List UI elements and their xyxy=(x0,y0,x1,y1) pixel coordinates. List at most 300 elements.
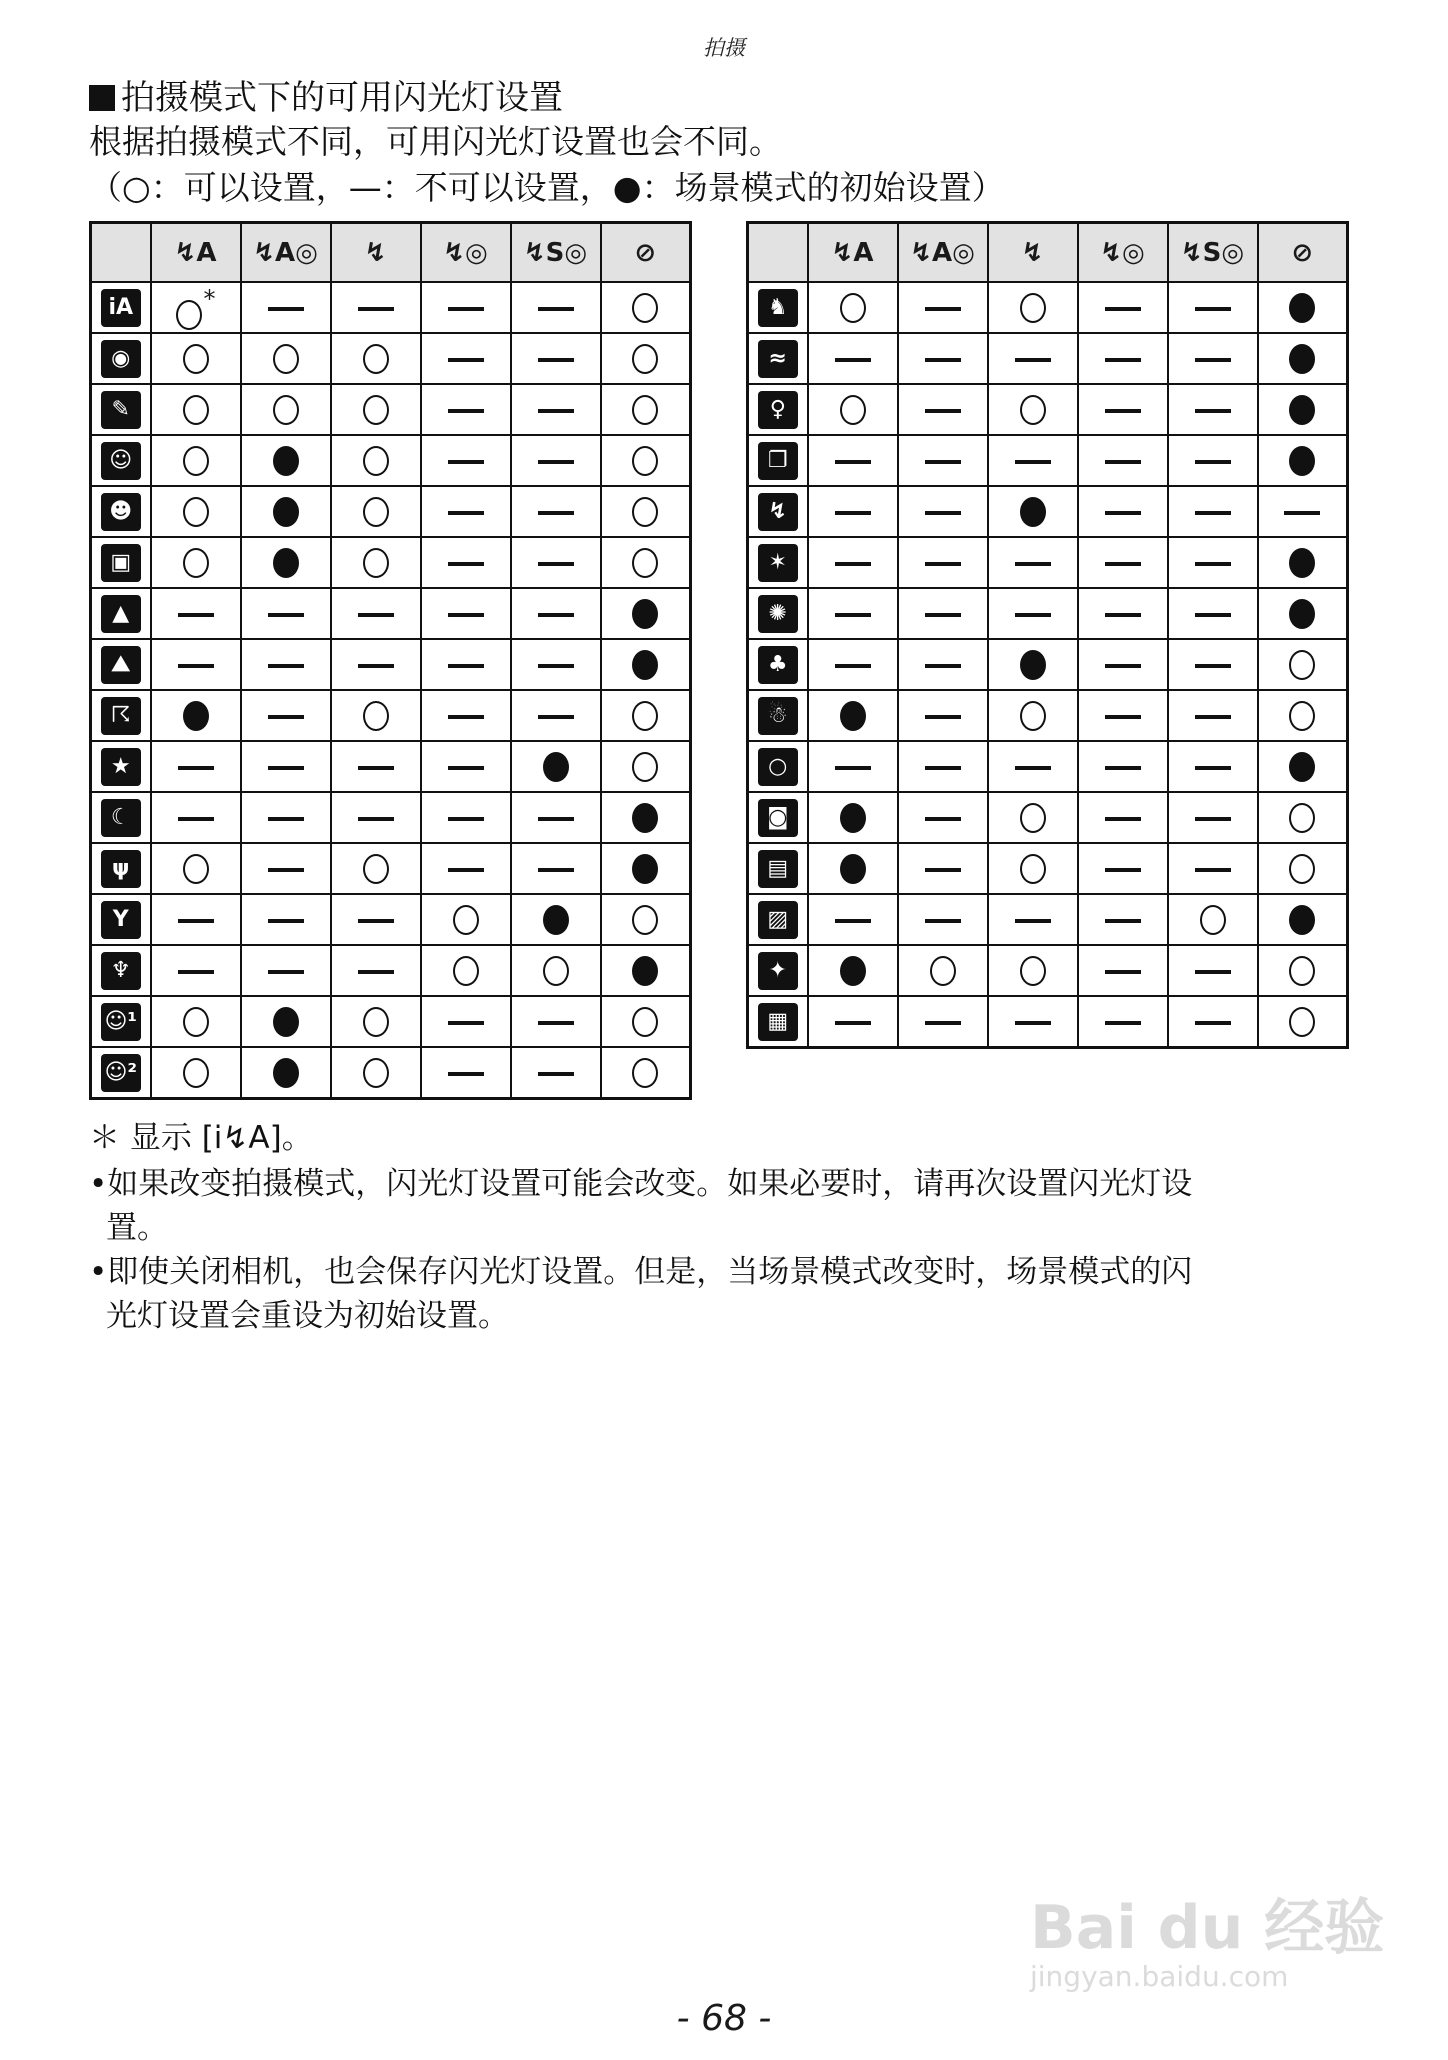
mark-cell xyxy=(1258,588,1348,639)
mark-cell xyxy=(1168,894,1258,945)
default-dot-icon xyxy=(273,446,299,476)
mark-cell xyxy=(331,945,421,996)
mark-cell xyxy=(898,333,988,384)
mark-cell xyxy=(331,1047,421,1099)
unavailable-dash-icon xyxy=(1105,511,1141,515)
unavailable-dash-icon xyxy=(178,970,214,974)
mark-cell xyxy=(808,945,898,996)
mark-cell xyxy=(511,435,601,486)
available-circle-icon xyxy=(363,548,389,578)
mark-cell xyxy=(1168,792,1258,843)
baby2-icon: ☺² xyxy=(101,1054,141,1092)
available-circle-icon xyxy=(1020,701,1046,731)
table-row xyxy=(91,588,691,639)
mark-cell xyxy=(511,690,601,741)
unavailable-dash-icon xyxy=(1195,358,1231,362)
table-row xyxy=(748,588,1348,639)
corner-cell xyxy=(91,223,151,283)
mark-cell xyxy=(988,435,1078,486)
unavailable-dash-icon xyxy=(1105,715,1141,719)
note-bullet-2-line-1: •即使关闭相机，也会保存闪光灯设置。但是，当场景模式改变时，场景模式的闪 xyxy=(89,1254,1193,1290)
header-row xyxy=(91,223,691,283)
mode-cell xyxy=(91,894,151,945)
unavailable-dash-icon xyxy=(538,409,574,413)
mark-cell xyxy=(808,792,898,843)
mark-cell xyxy=(1168,435,1258,486)
mark-cell xyxy=(421,588,511,639)
mark-cell xyxy=(898,384,988,435)
default-dot-icon xyxy=(1020,650,1046,680)
mark-cell xyxy=(988,690,1078,741)
unavailable-dash-icon xyxy=(448,409,484,413)
mark-cell xyxy=(241,486,331,537)
mark-cell xyxy=(241,792,331,843)
mode-cell xyxy=(748,435,808,486)
mark-cell xyxy=(421,333,511,384)
default-dot-icon xyxy=(840,803,866,833)
note-bullet-2-line-2: 光灯设置会重设为初始设置。 xyxy=(106,1298,509,1334)
mark-cell xyxy=(1078,792,1168,843)
available-circle-icon xyxy=(543,956,569,986)
mode-cell xyxy=(91,588,151,639)
starry-sky-icon: ✶ xyxy=(758,544,798,582)
default-dot-icon xyxy=(840,956,866,986)
mark-cell xyxy=(1168,282,1258,333)
mark-cell xyxy=(331,282,421,333)
footnote: ＊ 显示 [i↯A]。 xyxy=(89,1120,313,1156)
mode-cell xyxy=(748,486,808,537)
mark-cell xyxy=(421,792,511,843)
night-portrait-icon: ★ xyxy=(101,748,141,786)
available-circle-icon xyxy=(363,497,389,527)
mark-cell xyxy=(151,639,241,690)
mark-cell xyxy=(421,996,511,1047)
mark-cell xyxy=(331,333,421,384)
mode-cell xyxy=(91,945,151,996)
unavailable-dash-icon xyxy=(925,766,961,770)
mark-cell xyxy=(421,639,511,690)
unavailable-dash-icon xyxy=(925,1021,961,1025)
default-dot-icon xyxy=(183,701,209,731)
mode-cell xyxy=(91,384,151,435)
mark-cell xyxy=(511,1047,601,1099)
available-circle-icon xyxy=(632,344,658,374)
available-circle-icon xyxy=(183,548,209,578)
unavailable-dash-icon xyxy=(448,715,484,719)
unavailable-dash-icon xyxy=(835,613,871,617)
intelligent-auto-icon: iA xyxy=(101,289,141,327)
table-row xyxy=(91,894,691,945)
mark-cell xyxy=(898,741,988,792)
unavailable-dash-icon xyxy=(358,919,394,923)
mark-cell xyxy=(988,792,1078,843)
mark-cell xyxy=(511,333,601,384)
mark-cell xyxy=(808,690,898,741)
mark-cell xyxy=(1078,843,1168,894)
mark-cell xyxy=(151,486,241,537)
mark-cell xyxy=(808,435,898,486)
unavailable-dash-icon xyxy=(1195,307,1231,311)
mark-cell xyxy=(988,741,1078,792)
mark-cell xyxy=(331,741,421,792)
mark-cell xyxy=(241,1047,331,1099)
mark-cell xyxy=(1258,333,1348,384)
available-circle-icon xyxy=(1020,293,1046,323)
table-row xyxy=(748,333,1348,384)
flash-auto-redeye-icon: ↯A◎ xyxy=(898,223,988,283)
unavailable-dash-icon xyxy=(1105,613,1141,617)
unavailable-dash-icon xyxy=(178,664,214,668)
header-row xyxy=(748,223,1348,283)
mode-cell xyxy=(748,945,808,996)
mark-cell xyxy=(1078,282,1168,333)
table-row xyxy=(91,639,691,690)
unavailable-dash-icon xyxy=(178,613,214,617)
mark-cell xyxy=(151,333,241,384)
unavailable-dash-icon xyxy=(1195,409,1231,413)
default-dot-icon xyxy=(840,854,866,884)
mark-cell xyxy=(151,537,241,588)
table-row xyxy=(748,894,1348,945)
unavailable-dash-icon xyxy=(538,460,574,464)
mark-cell xyxy=(1168,945,1258,996)
aerial-photo-icon: ○ xyxy=(758,748,798,786)
mode-cell xyxy=(748,333,808,384)
flash-forced-on-icon: ↯ xyxy=(331,223,421,283)
mode-cell xyxy=(748,639,808,690)
unavailable-dash-icon xyxy=(1284,511,1320,515)
mode-cell xyxy=(748,792,808,843)
unavailable-dash-icon xyxy=(1195,511,1231,515)
corner-cell xyxy=(748,223,808,283)
mark-cell xyxy=(151,894,241,945)
candle-light-icon: ♆ xyxy=(101,952,141,990)
default-dot-icon xyxy=(273,548,299,578)
table-row xyxy=(91,945,691,996)
mark-cell xyxy=(241,894,331,945)
mode-cell xyxy=(748,384,808,435)
mode-cell xyxy=(91,1047,151,1099)
flash-auto-icon: ↯A xyxy=(808,223,898,283)
unavailable-dash-icon xyxy=(358,307,394,311)
mark-cell xyxy=(601,741,691,792)
mark-cell xyxy=(601,1047,691,1099)
mark-cell xyxy=(1258,384,1348,435)
mode-cell xyxy=(748,690,808,741)
available-circle-icon xyxy=(632,1007,658,1037)
default-dot-icon xyxy=(543,752,569,782)
mark-cell xyxy=(808,639,898,690)
available-circle-icon xyxy=(1289,650,1315,680)
mark-cell xyxy=(808,333,898,384)
unavailable-dash-icon xyxy=(1195,970,1231,974)
available-circle-icon xyxy=(1020,803,1046,833)
mark-cell xyxy=(331,486,421,537)
mark-cell xyxy=(601,486,691,537)
beach-icon: ♣ xyxy=(758,646,798,684)
unavailable-dash-icon xyxy=(448,307,484,311)
mark-cell xyxy=(1168,996,1258,1048)
mode-cell xyxy=(748,843,808,894)
available-circle-icon xyxy=(183,854,209,884)
running-head: 拍摄 xyxy=(703,36,745,60)
default-dot-icon xyxy=(632,854,658,884)
unavailable-dash-icon xyxy=(538,715,574,719)
photo-frame-icon: ✦ xyxy=(758,952,798,990)
hi-speed-burst-icon: ❐ xyxy=(758,442,798,480)
mark-cell xyxy=(988,588,1078,639)
pin-hole-icon: ◙ xyxy=(758,799,798,837)
unavailable-dash-icon xyxy=(1105,868,1141,872)
table-row xyxy=(91,384,691,435)
table-row xyxy=(748,282,1348,333)
mark-cell xyxy=(988,333,1078,384)
table-row xyxy=(748,843,1348,894)
mode-cell xyxy=(748,282,808,333)
watermark-logo: Bai du 经验 xyxy=(1030,1893,1385,1963)
unavailable-dash-icon xyxy=(1105,1021,1141,1025)
mode-cell xyxy=(91,435,151,486)
table-row xyxy=(748,384,1348,435)
flash-slow-sync-redeye-icon: ↯S◎ xyxy=(1168,223,1258,283)
mark-cell xyxy=(511,996,601,1047)
asterisk-icon: * xyxy=(203,285,216,314)
mark-cell xyxy=(151,792,241,843)
available-circle-icon xyxy=(363,701,389,731)
unavailable-dash-icon xyxy=(835,664,871,668)
unavailable-dash-icon xyxy=(1015,766,1051,770)
mode-cell xyxy=(91,690,151,741)
mark-cell xyxy=(511,741,601,792)
mark-cell xyxy=(898,894,988,945)
mark-cell xyxy=(241,333,331,384)
page-number: - 68 - xyxy=(676,1998,772,2039)
title-text: 拍摄模式下的可用闪光灯设置 xyxy=(121,78,563,118)
high-dynamic-icon: ▨ xyxy=(758,901,798,939)
default-dot-icon xyxy=(1289,599,1315,629)
available-circle-icon xyxy=(632,752,658,782)
mark-cell xyxy=(988,537,1078,588)
mode-cell xyxy=(748,996,808,1048)
mark-cell xyxy=(601,333,691,384)
unavailable-dash-icon xyxy=(448,664,484,668)
mark-cell xyxy=(898,690,988,741)
table-row xyxy=(91,333,691,384)
unavailable-dash-icon xyxy=(1105,460,1141,464)
mode-cell xyxy=(91,639,151,690)
available-circle-icon xyxy=(632,1058,658,1088)
unavailable-dash-icon xyxy=(448,1072,484,1076)
table-row xyxy=(748,639,1348,690)
mark-cell xyxy=(421,894,511,945)
mark-cell xyxy=(421,690,511,741)
mark-cell xyxy=(988,843,1078,894)
mark-cell xyxy=(241,690,331,741)
default-dot-icon xyxy=(1289,344,1315,374)
mark-cell xyxy=(331,792,421,843)
motion-picture-icon: ▦ xyxy=(758,1003,798,1041)
mark-cell xyxy=(808,741,898,792)
unavailable-dash-icon xyxy=(835,511,871,515)
mark-cell xyxy=(331,843,421,894)
unavailable-dash-icon xyxy=(178,817,214,821)
unavailable-dash-icon xyxy=(538,817,574,821)
flash-table-right xyxy=(746,221,1349,1049)
unavailable-dash-icon xyxy=(268,307,304,311)
table-row xyxy=(91,537,691,588)
available-circle-icon xyxy=(632,905,658,935)
table-row xyxy=(748,792,1348,843)
mark-cell xyxy=(151,1047,241,1099)
default-dot-icon xyxy=(632,650,658,680)
mark-cell xyxy=(1078,741,1168,792)
unavailable-dash-icon xyxy=(1195,766,1231,770)
unavailable-dash-icon xyxy=(268,817,304,821)
mark-cell xyxy=(511,486,601,537)
table-row xyxy=(748,435,1348,486)
mark-cell xyxy=(1258,435,1348,486)
available-circle-icon xyxy=(632,395,658,425)
unavailable-dash-icon xyxy=(448,358,484,362)
mark-cell xyxy=(241,435,331,486)
mark-cell xyxy=(988,894,1078,945)
mark-cell xyxy=(808,996,898,1048)
table-row xyxy=(748,690,1348,741)
mark-cell xyxy=(421,537,511,588)
mark-cell xyxy=(898,639,988,690)
unavailable-dash-icon xyxy=(538,307,574,311)
unavailable-dash-icon xyxy=(178,919,214,923)
mark-cell xyxy=(421,282,511,333)
mark-cell xyxy=(331,690,421,741)
unavailable-dash-icon xyxy=(1195,613,1231,617)
unavailable-dash-icon xyxy=(1015,562,1051,566)
mark-cell xyxy=(808,282,898,333)
default-dot-icon xyxy=(840,701,866,731)
unavailable-dash-icon xyxy=(1105,562,1141,566)
available-circle-icon xyxy=(363,395,389,425)
mode-cell xyxy=(748,537,808,588)
mark-cell xyxy=(1168,741,1258,792)
mark-cell xyxy=(241,741,331,792)
mode-cell xyxy=(748,741,808,792)
mark-cell xyxy=(1078,945,1168,996)
mode-cell xyxy=(748,588,808,639)
available-circle-icon xyxy=(1289,854,1315,884)
unavailable-dash-icon xyxy=(268,715,304,719)
mark-cell xyxy=(151,282,241,333)
unavailable-dash-icon xyxy=(925,307,961,311)
available-circle-icon xyxy=(183,344,209,374)
unavailable-dash-icon xyxy=(1015,460,1051,464)
available-circle-icon xyxy=(632,446,658,476)
default-dot-icon xyxy=(273,497,299,527)
legend-text: （○：可以设置，—：不可以设置，●：场景模式的初始设置） xyxy=(89,168,1005,207)
default-dot-icon xyxy=(273,1058,299,1088)
available-circle-icon xyxy=(840,395,866,425)
mark-cell xyxy=(898,282,988,333)
unavailable-dash-icon xyxy=(1105,766,1141,770)
mark-cell xyxy=(511,588,601,639)
unavailable-dash-icon xyxy=(268,613,304,617)
mark-cell xyxy=(331,537,421,588)
mark-cell xyxy=(331,435,421,486)
mark-cell xyxy=(151,588,241,639)
available-circle-icon xyxy=(363,344,389,374)
unavailable-dash-icon xyxy=(1105,664,1141,668)
available-circle-icon xyxy=(183,446,209,476)
table-row xyxy=(748,996,1348,1048)
available-circle-icon xyxy=(632,293,658,323)
mode-cell xyxy=(91,333,151,384)
mark-cell xyxy=(151,384,241,435)
fireworks-icon: ✺ xyxy=(758,595,798,633)
flash-table-left xyxy=(89,221,692,1100)
unavailable-dash-icon xyxy=(538,613,574,617)
mark-cell xyxy=(1168,333,1258,384)
mark-cell xyxy=(601,639,691,690)
mark-cell xyxy=(151,435,241,486)
panorama-assist-icon: ⛰ xyxy=(101,646,141,684)
mark-cell xyxy=(1258,282,1348,333)
unavailable-dash-icon xyxy=(925,919,961,923)
flash-auto-icon: ↯A xyxy=(151,223,241,283)
unavailable-dash-icon xyxy=(358,613,394,617)
portrait-icon: ☺ xyxy=(101,442,141,480)
note-bullet-1-line-1: •如果改变拍摄模式，闪光灯设置可能会改变。如果必要时，请再次设置闪光灯设 xyxy=(89,1166,1193,1202)
mark-cell xyxy=(601,384,691,435)
available-circle-icon xyxy=(1289,1007,1315,1037)
mark-cell xyxy=(241,945,331,996)
available-circle-icon xyxy=(1020,395,1046,425)
mark-cell xyxy=(1258,945,1348,996)
unavailable-dash-icon xyxy=(358,664,394,668)
available-circle-icon xyxy=(840,293,866,323)
available-circle-icon xyxy=(183,1058,209,1088)
mark-cell xyxy=(241,996,331,1047)
party-icon: Y xyxy=(101,901,141,939)
mark-cell xyxy=(241,537,331,588)
mark-cell xyxy=(601,282,691,333)
mark-cell xyxy=(1168,486,1258,537)
mark-cell xyxy=(421,843,511,894)
mode-cell xyxy=(91,282,151,333)
available-circle-icon xyxy=(183,395,209,425)
available-circle-icon xyxy=(183,1007,209,1037)
available-circle-icon xyxy=(1020,956,1046,986)
unavailable-dash-icon xyxy=(1015,919,1051,923)
baby1-icon: ☺¹ xyxy=(101,1003,141,1041)
mark-cell xyxy=(601,435,691,486)
table-row xyxy=(748,486,1348,537)
available-circle-icon xyxy=(632,497,658,527)
unavailable-dash-icon xyxy=(1105,358,1141,362)
table-row xyxy=(91,843,691,894)
mark-cell xyxy=(898,588,988,639)
table-row xyxy=(91,435,691,486)
unavailable-dash-icon xyxy=(1195,817,1231,821)
watermark-url: jingyan.baidu.com xyxy=(1030,1960,1289,1993)
mark-cell xyxy=(601,537,691,588)
mark-cell xyxy=(988,384,1078,435)
mark-cell xyxy=(511,945,601,996)
unavailable-dash-icon xyxy=(538,358,574,362)
table-row xyxy=(748,537,1348,588)
unavailable-dash-icon xyxy=(925,664,961,668)
mark-cell xyxy=(1078,996,1168,1048)
table-row xyxy=(748,741,1348,792)
sunset-icon: ≈ xyxy=(758,340,798,378)
